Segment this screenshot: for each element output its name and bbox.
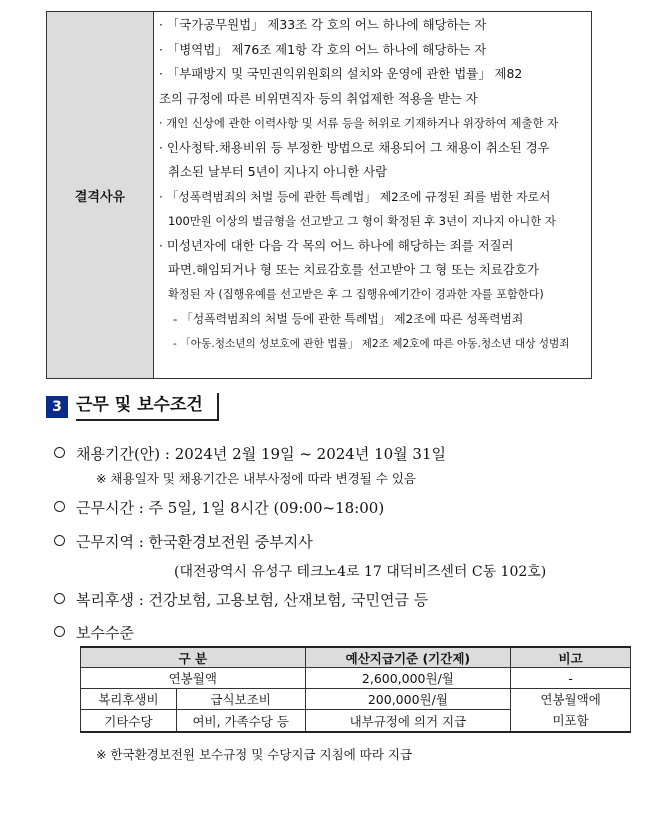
disq-line-4: 조의 규정에 따른 비위면직자 등의 취업제한 적용을 받는 자 bbox=[159, 90, 478, 106]
location-item bbox=[54, 531, 313, 552]
disq-line-2: · 「병역법」 제76조 제1항 각 호의 어느 하나에 해당하는 자 bbox=[159, 41, 487, 57]
address-text: (대전광역시 유성구 테크노4로 17 대덕비즈센터 C동 102호) bbox=[174, 564, 547, 580]
merged-remark-line1: 연봉월액에 bbox=[540, 692, 601, 707]
disq-line-7: 취소된 날부터 5년이 지나지 아니한 사람 bbox=[168, 164, 388, 179]
disq-line-6: · 인사청탁․채용비위 등 부정한 방법으로 채용되어 그 채용이 취소된 경우 bbox=[159, 139, 550, 155]
circle-bullet-icon bbox=[54, 501, 65, 512]
disq-line-9: 100만원 이상의 벌금형을 선고받고 그 형이 확정된 후 3년이 지나지 아니한 자 bbox=[168, 214, 556, 228]
row2-group: 복리후생비 bbox=[81, 689, 177, 710]
welfare-item bbox=[54, 589, 428, 610]
row1-remark: - bbox=[511, 668, 631, 689]
pay-table-header bbox=[81, 647, 631, 668]
section-heading bbox=[46, 393, 219, 421]
table-row bbox=[81, 689, 631, 710]
disq-line-14: - 「아동․청소년의 성보호에 관한 법률」 제2조 제2호에 따른 아동․청소년 대상 성범죄 bbox=[173, 337, 570, 350]
table-row bbox=[81, 668, 631, 689]
hours-text: 근무시간 : 주 5일, 1일 8시간 (09:00~18:00) bbox=[76, 499, 385, 517]
pay-item bbox=[54, 622, 134, 643]
period-note: ※ 채용일자 및 채용기간은 내부사정에 따라 변경될 수 있음 bbox=[96, 471, 416, 486]
disqualification-list bbox=[154, 12, 591, 378]
section-number: 3 bbox=[46, 396, 68, 418]
disq-line-12: 확정된 자 (집행유예를 선고받은 후 그 집행유예기간이 경과한 자를 포함한다) bbox=[168, 287, 544, 301]
disq-line-10: · 미성년자에 대한 다음 각 목의 어느 하나에 해당하는 죄를 저질러 bbox=[159, 237, 514, 253]
merged-remark-line2: 미포함 bbox=[552, 713, 589, 728]
header-category: 구 분 bbox=[81, 647, 306, 668]
disq-line-11: 파면․해임되거나 형 또는 치료감호를 선고받아 그 형 또는 치료감호가 bbox=[168, 262, 539, 277]
pay-title: 보수수준 bbox=[76, 624, 134, 642]
period-item bbox=[54, 443, 446, 464]
circle-bullet-icon bbox=[54, 447, 65, 458]
disq-line-5: · 개인 신상에 관한 이력사항 및 서류 등을 허위로 기재하거나 위장하여 제출한 자 bbox=[159, 116, 559, 130]
period-text: 채용기간(안) : 2024년 2월 19일 ~ 2024년 10월 31일 bbox=[76, 445, 447, 463]
circle-bullet-icon bbox=[54, 535, 65, 546]
header-standard: 예산지급기준 (기간제) bbox=[305, 647, 511, 668]
pay-footnote: ※ 한국환경보전원 보수규정 및 수당지급 지침에 따라 지급 bbox=[96, 747, 413, 762]
header-remark: 비고 bbox=[511, 647, 631, 668]
pay-table bbox=[80, 646, 631, 733]
row1-standard: 2,600,000원/월 bbox=[305, 668, 511, 689]
disqualification-label: 결격사유 bbox=[47, 12, 154, 378]
disq-line-3: · 「부패방지 및 국민권익위원회의 설치와 운영에 관한 법률」 제82 bbox=[159, 66, 523, 81]
disq-line-8: · 「성폭력범죄의 처벌 등에 관한 특례법」 제2조에 규정된 죄를 범한 자로서 bbox=[159, 189, 551, 204]
row1-category: 연봉월액 bbox=[81, 668, 306, 689]
disqualification-table bbox=[46, 11, 592, 379]
disq-line-1: · 「국가공무원법」 제33조 각 호의 어느 하나에 해당하는 자 bbox=[159, 17, 487, 32]
section-title: 근무 및 보수조건 bbox=[76, 393, 219, 421]
merged-remark bbox=[511, 689, 631, 733]
location-text: 근무지역 : 한국환경보전원 중부지사 bbox=[76, 533, 313, 551]
circle-bullet-icon bbox=[54, 593, 65, 604]
hours-item bbox=[54, 497, 384, 518]
welfare-text: 복리후생 : 건강보험, 고용보험, 산재보험, 국민연금 등 bbox=[76, 591, 429, 609]
row3-item: 여비, 가족수당 등 bbox=[176, 710, 305, 732]
row2-item: 급식보조비 bbox=[176, 689, 305, 710]
circle-bullet-icon bbox=[54, 626, 65, 637]
disq-line-13: - 「성폭력범죄의 처벌 등에 관한 특례법」 제2조에 따른 성폭력범죄 bbox=[173, 312, 524, 326]
row3-group: 기타수당 bbox=[81, 710, 177, 732]
row3-standard: 내부규정에 의거 지급 bbox=[305, 710, 511, 732]
row2-standard: 200,000원/월 bbox=[305, 689, 511, 710]
